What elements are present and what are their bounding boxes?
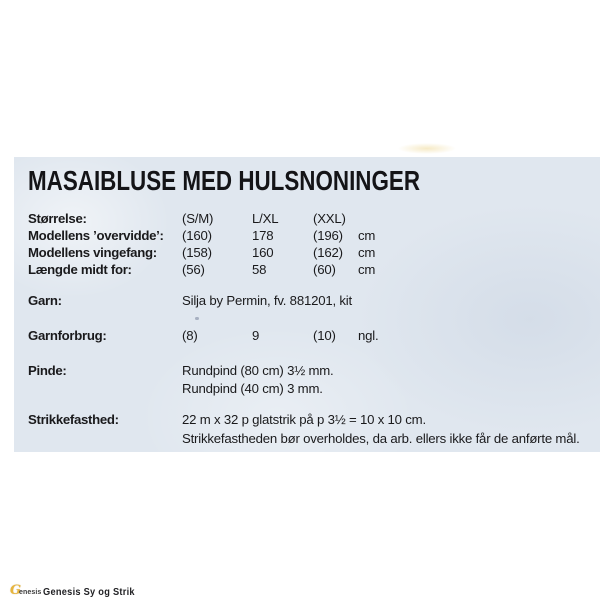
size-lxl-value: L/XL [252, 211, 279, 226]
pinde-line2: Rundpind (40 cm) 3 mm. [182, 381, 323, 396]
row-label-garnforbrug: Garnforbrug: [28, 328, 107, 343]
size-xxl-value: (XXL) [313, 211, 346, 226]
table-row [14, 431, 600, 447]
table-row [14, 293, 600, 309]
garnforbrug-sm-value: (8) [182, 328, 198, 343]
laengde-xxl-value: (60) [313, 262, 336, 277]
row-label-strikkefasthed: Strikkefasthed: [28, 412, 119, 427]
pattern-info-panel [14, 157, 600, 452]
pattern-title: MASAIBLUSE MED HULSNONINGER [28, 165, 421, 196]
row-label-vingefang: Modellens vingefang: [28, 245, 157, 260]
row-label-laengde: Længde midt for: [28, 262, 132, 277]
laengde-lxl-value: 58 [252, 262, 267, 277]
laengde-sm-value: (56) [182, 262, 205, 277]
overvidde-unit: cm [358, 228, 376, 243]
garnforbrug-unit: ngl. [358, 328, 379, 343]
row-label-garn: Garn: [28, 293, 62, 308]
overvidde-lxl-value: 178 [252, 228, 274, 243]
vingefang-lxl-value: 160 [252, 245, 274, 260]
laengde-unit: cm [358, 262, 376, 277]
brand-name: Genesis Sy og Strik [43, 586, 135, 598]
table-row [14, 363, 600, 379]
size-sm-value: (S/M) [182, 211, 214, 226]
garnforbrug-xxl-value: (10) [313, 328, 336, 343]
vingefang-unit: cm [358, 245, 376, 260]
strikkefasthed-line1: 22 m x 32 p glatstrik på p 3½ = 10 x 10 cm. [182, 412, 426, 427]
table-row [14, 228, 600, 244]
overvidde-xxl-value: (196) [313, 228, 343, 243]
table-row [14, 381, 600, 397]
pinde-line1: Rundpind (80 cm) 3½ mm. [182, 363, 334, 378]
vingefang-sm-value: (158) [182, 245, 212, 260]
overvidde-sm-value: (160) [182, 228, 212, 243]
scan-smudge [398, 143, 456, 154]
genesis-logo-icon: G [10, 583, 22, 598]
garnforbrug-lxl-value: 9 [252, 328, 260, 343]
genesis-logo-text: enesis [19, 589, 42, 596]
row-label-overvidde: Modellens ’overvidde’: [28, 228, 164, 243]
vingefang-xxl-value: (162) [313, 245, 343, 260]
table-row [14, 412, 600, 428]
strikkefasthed-line2: Strikkefastheden bør overholdes, da arb. ellers ikke får de anførte mål. [182, 431, 580, 446]
table-row [14, 328, 600, 344]
row-label-pinde: Pinde: [28, 363, 67, 378]
table-row [14, 262, 600, 278]
table-row [14, 245, 600, 261]
row-label-stoerrelse: Størrelse: [28, 211, 87, 226]
table-row [14, 211, 600, 227]
garn-value: Silja by Permin, fv. 881201, kit [182, 293, 353, 308]
scan-speck [195, 317, 199, 320]
